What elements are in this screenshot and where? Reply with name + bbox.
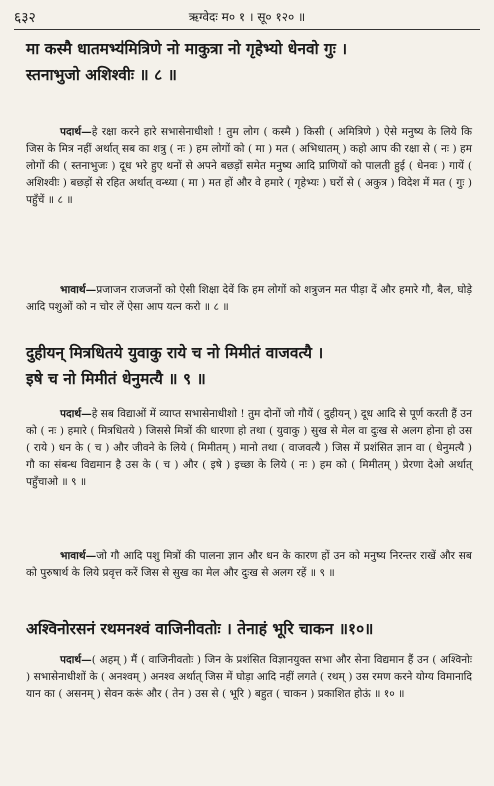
bhavartha-8	[26, 282, 472, 316]
mantra-10-line-1: अश्विनोरसनं रथमनश्वं वाजिनीवतोः । तेनाहं भूरि चाकन ॥१०॥	[26, 619, 374, 638]
mantra-9-line-2: इषे च नो मिमीतं धेनुमत्यै ॥ ९ ॥	[26, 369, 206, 388]
padartha-text: हे रक्षा करने हारे सभासेनाधीशो ! तुम लोग ( कस्मै ) किसी ( अमित्रिणे ) ऐसे मनुष्य के लिये कि जिस के मित्र नहीं अर्थात् सब का शत्रु ( नः ) हम लोगों को ( मा ) मत ( अभिधातम् ) कहो आप की रक्षा से ( नः ) हम लोगों की ( स्तनाभुजः ) दूध भरे हुए थनों से अपने बछड़ों समेत मनुष्य आदि प्राणियों को पालती हुई ( धेनवः ) गायें ( अशिश्वीः ) बछड़ों से रहित अर्थात् वन्ध्या ( मा ) मत हों और वे हमारे ( गृहेभ्यः ) घरों से ( अकुत्र ) विदेश में मत ( गुः ) पहुँचें ॥ ८ ॥	[26, 126, 472, 206]
padartha-label: पदार्थ—	[60, 654, 92, 666]
padartha-text: ( अहम् ) मैं ( वाजिनीवतोः ) जिन के प्रशंसित विज्ञानयुक्त सभा और सेना विद्यमान हैं उन ( अश्विनोः ) सभासेनाधीशों के ( अनश्वम् ) अनश्व अर्थात् जिस में घोड़ा आदि नहीं लगते ( रथम् ) उस रमण करने योग्य विमानादि यान का ( असनम् ) सेवन करूं और ( तेन ) उस से ( भूरि ) बहुत ( चाकन ) प्रकाशित होऊं ॥ १० ॥	[26, 654, 472, 700]
mantra-8-line-2: स्तनाभुजो अशिश्वीः ॥ ८ ॥	[26, 65, 177, 84]
mantra-10	[26, 616, 472, 642]
mantra-8	[26, 36, 472, 88]
padartha-10	[26, 652, 472, 703]
bhavartha-label: भावार्थ—	[60, 550, 97, 562]
header-rule	[14, 29, 480, 30]
page-header	[14, 4, 480, 30]
bhavartha-9	[26, 548, 472, 582]
mantra-9	[26, 340, 472, 392]
padartha-8	[26, 124, 472, 209]
padartha-label: पदार्थ—	[60, 408, 92, 420]
mantra-9-line-1: दुहीयन् मित्रधितये युवाकु राये च नो मिमीतं वाजवत्यै ।	[26, 343, 324, 362]
padartha-label: पदार्थ—	[60, 126, 92, 138]
mantra-8-line-1: मा कस्मै धातमभ्य॑मित्रिणे नो माकुत्रा नो गृहेभ्यो धेनवो गुः ।	[26, 39, 348, 58]
page-number: ६३२	[14, 10, 36, 26]
running-head: ऋग्वेदः म० १ । सू० १२० ॥	[188, 10, 306, 24]
padartha-9	[26, 406, 472, 491]
bhavartha-text: जो गौ आदि पशु मित्रों की पालना ज्ञान और धन के कारण हों उन को मनुष्य निरन्तर राखें और सब को पुरुषार्थ के लिये प्रवृत्त करें जिस से सुख का मेल और दुःख से अलग रहें ॥ ९ ॥	[26, 550, 472, 579]
padartha-text: हे सब विद्याओं में व्याप्त सभासेनाधीशो ! तुम दोनों जो गौयें ( दुहीयन् ) दूध आदि से पूर्ण करती हैं उन को ( नः ) हमारे ( मित्रधितये ) जिससे मित्रों की धारणा हो तथा ( युवाकु ) सुख से मेल वा दुःख से अलग होना हो उस ( राये ) धन के ( च ) और जीवने के लिये ( मिमीतम् ) मानो तथा ( वाजवत्यै ) जिस में प्रशंसित ज्ञान वा ( धेनुमत्यै ) गौ का संबन्ध विद्यमान है उस के ( च ) और ( इषे ) इच्छा के लिये ( नः ) हम को ( मिमीतम् ) प्रेरणा देओ अर्थात् पहुँचाओ ॥ ९ ॥	[26, 408, 472, 488]
bhavartha-text: प्रजाजन राजजनों को ऐसी शिक्षा देवें कि हम लोगों को शत्रुजन मत पीड़ा दें और हमारे गौ, बैल, घोड़े आदि पशुओं को न चोर लें ऐसा आप यत्न करो ॥ ८ ॥	[26, 284, 472, 313]
bhavartha-label: भावार्थ—	[60, 284, 97, 296]
